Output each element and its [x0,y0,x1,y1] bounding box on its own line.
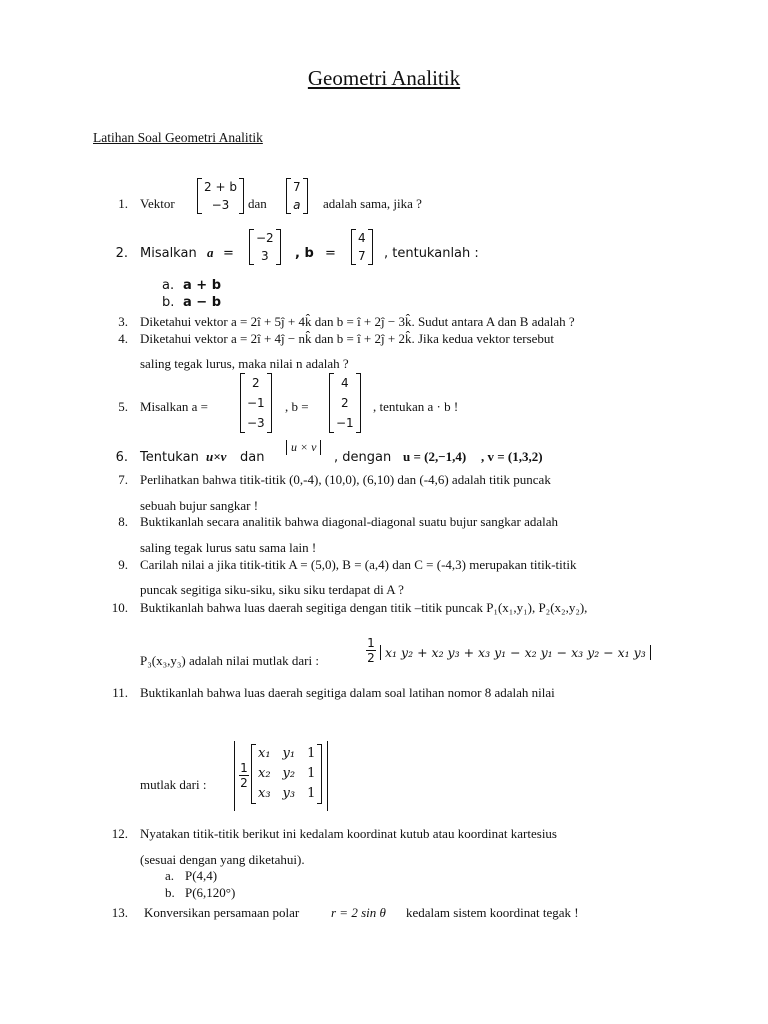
q12-sub-b-text: P(6,120°) [185,885,236,900]
q1-dan: dan [248,196,267,211]
q5-lead: Misalkan a = [140,399,208,414]
q11-matrix [251,744,322,804]
q10-line2: P₃(x₃,y₃) adalah nilai mutlak dari : [140,653,319,668]
q10-number: 10. [111,600,128,615]
q1-number: 1. [118,196,128,211]
q7-line1: Perlihatkan bahwa titik-titik (0,-4), (10,0), (6,10) dan (-4,6) adalah titik puncak [140,472,551,487]
q8-line2: saling tegak lurus satu sama lain ! [140,540,317,555]
q9-number: 9. [118,557,128,572]
q5-m1-r1: 2 [252,376,260,390]
q2-sub-a-expr: a + b [183,278,222,293]
q5-mid: , b = [285,399,309,414]
q1-matrix-left [197,178,244,214]
q13-text-post: kedalam sistem koordinat tegak ! [406,905,579,920]
q11-r1-one: 1 [307,746,316,761]
q12-line2: (sesuai dengan yang diketahui). [140,852,305,867]
q6-abs-expr: u × v [286,440,321,455]
q2-a-var: a [207,245,214,260]
q10-abs-formula [380,645,651,660]
q1-m1-r2: −3 [211,198,230,212]
q11-determinant [234,741,328,811]
q1-m1-r1: 2 + b [204,180,237,194]
q6-v-eq: , v = (1,3,2) [481,449,543,464]
q11-half-num: 1 [240,761,248,775]
q1-tail: adalah sama, jika ? [323,196,422,211]
q13-equation: r = 2 sin θ [331,905,386,920]
q2-sub-b-label: b. [162,295,175,310]
q12-line1: Nyatakan titik-titik berikut ini kedalam koordinat kutub atau koordinat kartesius [140,826,557,841]
q10-formula: x₁ y₂ + x₂ y₃ + x₃ y₁ − x₂ y₁ − x₃ y₂ − x₁ y₃ [385,645,646,660]
q11-matrix-table [252,744,321,804]
q11-half-den: 2 [240,776,248,790]
q11-r1-x: x₁ [258,746,271,761]
q6-tail: , dengan [334,450,392,465]
q5-number: 5. [118,399,128,414]
q1-lead: Vektor [140,196,175,211]
q11-r2-one: 1 [307,766,316,781]
q11-number: 11. [112,685,128,700]
q8-line1: Buktikanlah secara analitik bahwa diagonal-diagonal suatu bujur sangkar adalah [140,514,559,529]
q11-line1: Buktikanlah bahwa luas daerah segitiga dalam soal latihan nomor 8 adalah nilai [140,685,555,700]
q2-comma-b: , b [295,246,314,261]
q2-m2-r2: 7 [358,249,366,263]
q11-row-2 [252,764,321,784]
q11-r2-y: y₂ [282,766,296,781]
q6-dan: dan [240,450,265,465]
q2-m2-r1: 4 [358,231,366,245]
page-subtitle: Latihan Soal Geometri Analitik [93,130,263,145]
q10-half-den: 2 [367,651,375,665]
q6-number: 6. [115,450,128,465]
q7-line2: sebuah bujur sangkar ! [140,498,259,513]
q9-line1: Carilah nilai a jika titik-titik A = (5,0), B = (a,4) dan C = (-4,3) merupakan titik-titik [140,557,577,572]
q12-sub-b-label: b. [165,885,175,900]
q4-number: 4. [118,331,128,346]
q3-number: 3. [118,314,128,329]
q11-r3-one: 1 [307,786,316,801]
q2-eq2: = [325,246,336,261]
q12-number: 12. [111,826,128,841]
q11-lead: mutlak dari : [140,777,207,792]
q5-m1-r2: −1 [247,396,265,410]
q1-m2-r2: a [293,198,301,212]
q5-matrix-b [329,373,361,433]
q1-matrix-right [286,178,308,214]
q11-r1-y: y₁ [282,746,296,761]
q11-r3-y: y₃ [282,786,296,801]
q1-m2-r1: 7 [293,180,301,194]
q8-number: 8. [118,514,128,529]
q2-lead: Misalkan [140,246,197,261]
q13-text-pre: Konversikan persamaan polar [144,905,300,920]
q11-row-3 [252,784,321,804]
q2-sub-a-label: a. [162,278,175,293]
q5-tail: , tentukan a · b ! [373,399,459,414]
q12-sub-a-text: P(4,4) [185,868,218,883]
q2-m1-r1: −2 [256,231,274,245]
q11-r2-x: x₂ [258,766,271,781]
q12-sub-a-label: a. [165,868,175,883]
q5-m2-r2: 2 [341,396,349,410]
q2-eq: = [223,246,234,261]
q7-number: 7. [118,472,128,487]
q13-number: 13. [111,905,128,920]
q3-text: Diketahui vektor a = 2î + 5ĵ + 4k̂ dan b = î + 2ĵ − 3k̂. Sudut antara A dan B adalah ? [140,314,575,329]
q10-half-fraction [366,636,376,665]
q2-m1-r2: 3 [261,249,269,263]
q2-matrix-b [351,229,373,265]
q9-line2: puncak segitiga siku-siku, siku siku terdapat di A ? [140,582,404,597]
q4-line1: Diketahui vektor a = 2î + 4ĵ − nk̂ dan b = î + 2ĵ + 2k̂. Jika kedua vektor tersebut [140,331,555,346]
q5-m2-r1: 4 [341,376,349,390]
q4-line2: saling tegak lurus, maka nilai n adalah ? [140,356,349,371]
q5-matrix-a [240,373,272,433]
q11-row-1 [252,744,321,764]
q6-u-eq: u = (2,−1,4) [403,449,467,464]
q11-half-fraction [239,761,249,790]
q10-line1: Buktikanlah bahwa luas daerah segitiga dengan titik –titik puncak P₁(x₁,y₁), P₂(x₂,y₂), [140,600,588,615]
q2-number: 2. [115,246,128,261]
q5-m2-r3: −1 [336,416,354,430]
q2-tail: , tentukanlah : [384,246,479,261]
q11-r3-x: x₃ [258,786,271,801]
q5-m1-r3: −3 [247,416,265,430]
q6-uxv: u×v [206,449,227,464]
q10-half-num: 1 [367,636,375,650]
q2-sub-b-expr: a − b [183,295,222,310]
q6-lead: Tentukan [140,450,199,465]
q2-matrix-a [249,229,281,265]
page-title: Geometri Analitik [307,66,461,90]
